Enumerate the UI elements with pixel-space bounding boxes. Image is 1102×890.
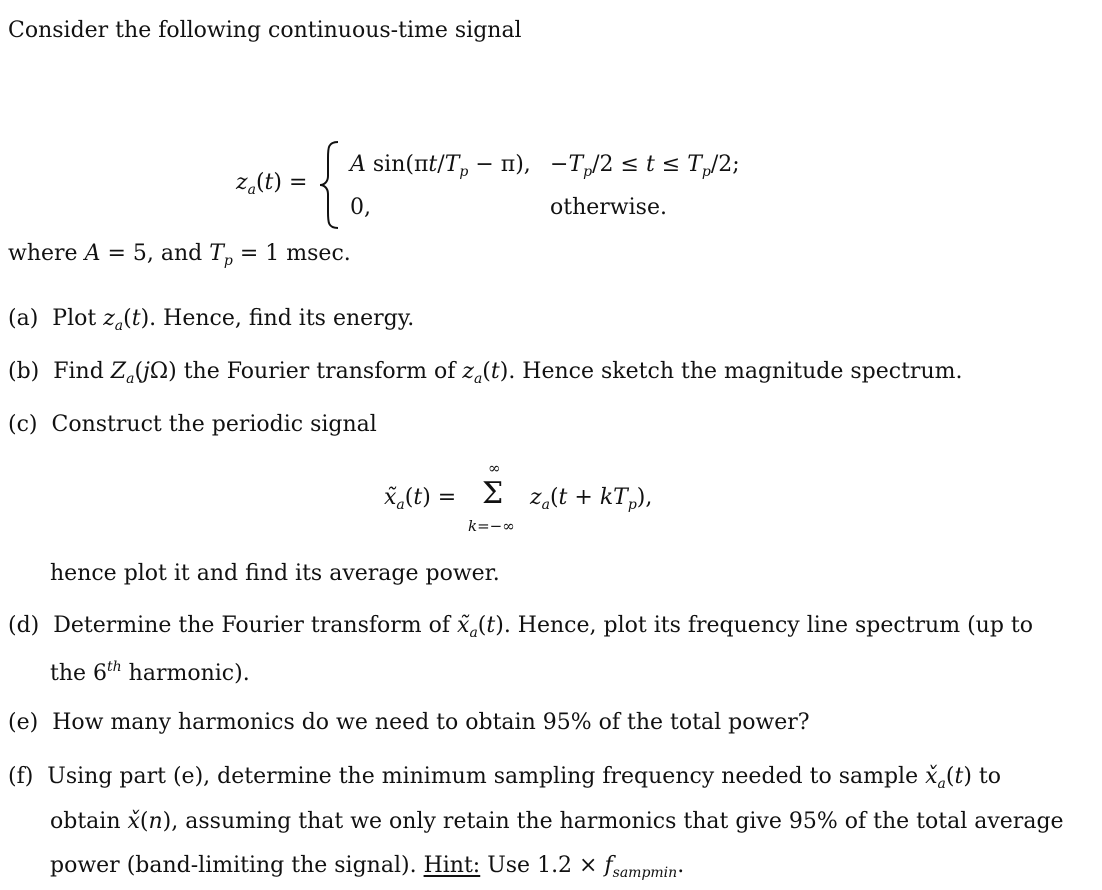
part-f-line2: obtain x̌(n), assuming that we only retain the harmonics that give 95% of the total average [50, 809, 1064, 834]
where-line: where A = 5, and $T_p = 1$ msec. [8, 241, 351, 269]
intro-text: Consider the following continuous-time signal [8, 18, 522, 43]
eq2-lhs: $x̃_a(t)$ = [384, 485, 457, 513]
part-d-line1: (d) Determine the Fourier transform of $x̃_a(t)$. Hence, plot its frequency line spectrum (up to [8, 613, 1033, 641]
part-f-line1: (f) Using part (e), determine the minimum sampling frequency needed to sample $x̌_a(t)$ to [8, 764, 1001, 792]
hint-label: Hint: [423, 853, 481, 878]
sum-lower: k=−∞ [468, 517, 515, 535]
part-b: (b) Find $Z_a(j\Omega)$ the Fourier transform of $z_a(t)$. Hence sketch the magnitude spectrum. [8, 359, 963, 387]
part-d-line2: the 6th harmonic). [50, 659, 250, 686]
part-f-line3: power (band-limiting the signal). Hint: Use $1.2 \times f_{sampmin}$. [50, 853, 685, 881]
part-c-continuation: hence plot it and find its average power. [50, 561, 500, 586]
eq1-case2-cond: otherwise. [550, 195, 667, 220]
part-e: (e) How many harmonics do we need to obtain 95% of the total power? [8, 710, 810, 735]
eq1-lhs: $z_a(t)$ = [236, 170, 308, 198]
sum-upper: ∞ [488, 459, 501, 477]
eq1-case1-cond: $-T_p/2 \le t \le T_p/2$; [550, 152, 740, 180]
sigma-icon: Σ [482, 476, 504, 511]
part-c: (c) Construct the periodic signal [8, 412, 377, 437]
eq1-case2-expr: 0, [350, 195, 371, 220]
eq2-rhs: $z_a(t + kT_p)$, [530, 485, 653, 513]
part-a: (a) Plot $z_a(t)$. Hence, find its energy. [8, 306, 415, 334]
left-brace-icon [318, 140, 342, 230]
eq1-case1-expr: A $\sin(\pi t/T_p - \pi)$, [350, 152, 531, 180]
